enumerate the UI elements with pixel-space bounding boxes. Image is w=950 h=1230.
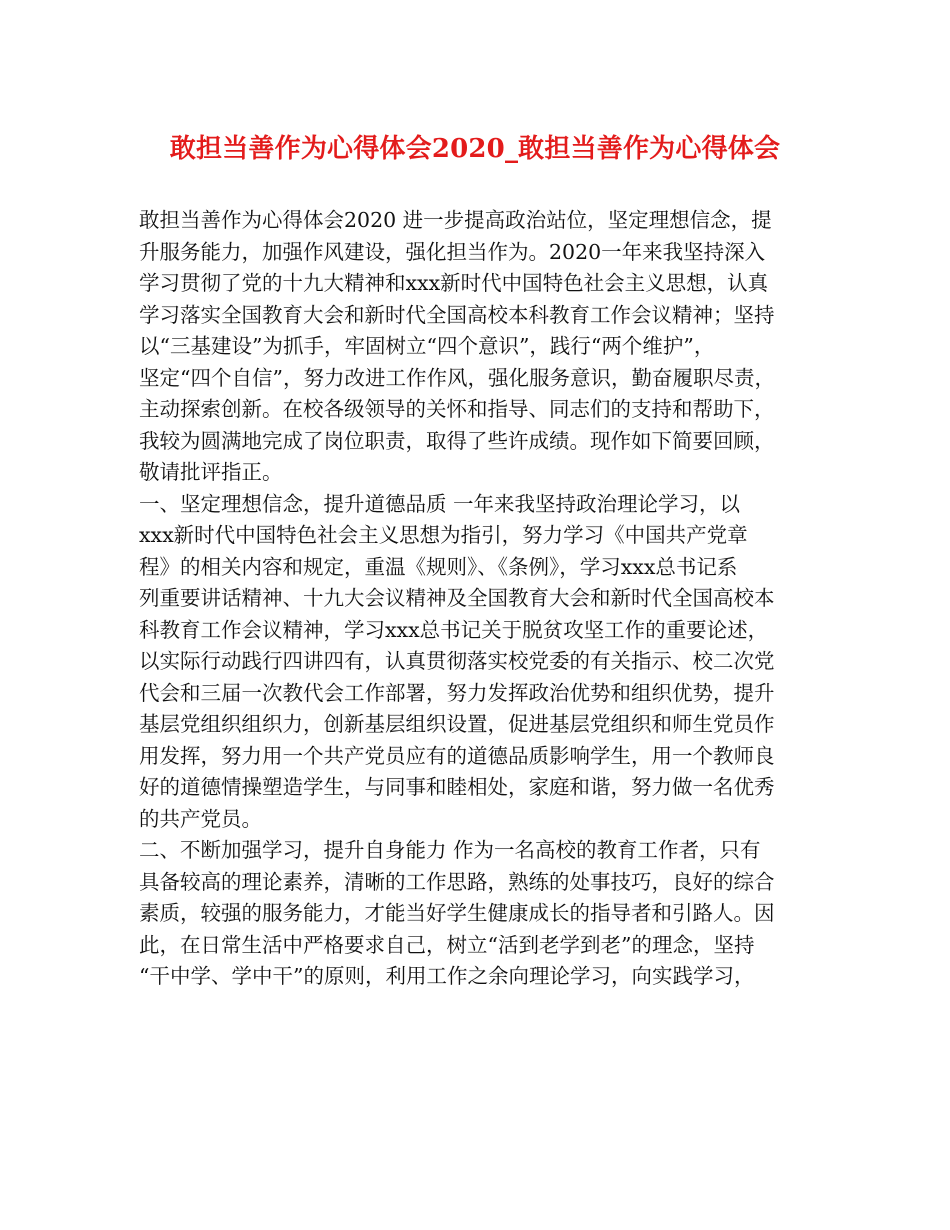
text-line: 基层党组织组织力，创新基层组织设置，促进基层党组织和师生党员作 bbox=[139, 712, 775, 736]
text-line: 以实际行动践行四讲四有，认真贯彻落实校党委的有关指示、校二次党 bbox=[139, 649, 775, 673]
text-line: 二、不断加强学习，提升自身能力 作为一名高校的教育工作者，只有 bbox=[139, 838, 761, 862]
paragraph-intro bbox=[139, 205, 829, 489]
text-line: 升服务能力，加强作风建设，强化担当作为。2020一年来我坚持深入 bbox=[139, 239, 766, 264]
text-line: 一、坚定理想信念，提升道德品质 一年来我坚持政治理论学习，以 bbox=[139, 491, 741, 516]
text-line: xxx新时代中国特色社会主义思想为指引，努力学习《中国共产党章 bbox=[139, 523, 748, 547]
text-line: 科教育工作会议精神，学习xxx总书记关于脱贫攻坚工作的重要论述， bbox=[139, 617, 769, 642]
text-line: 以“三基建设”为抓手，牢固树立“四个意识”，践行“两个维护”， bbox=[139, 334, 715, 358]
text-line: 主动探索创新。在校各级领导的关怀和指导、同志们的支持和帮助下， bbox=[139, 397, 775, 421]
text-line: 学习落实全国教育大会和新时代全国高校本科教育工作会议精神；坚持 bbox=[139, 302, 775, 327]
text-line: 敢担当善作为心得体会2020 进一步提高政治站位，坚定理想信念，提 bbox=[139, 208, 772, 232]
text-line: 坚定“四个自信”，努力改进工作作风，强化服务意识，勤奋履职尽责， bbox=[139, 365, 775, 390]
text-line: 的共产党员。 bbox=[139, 806, 262, 831]
text-line: 我较为圆满地完成了岗位职责，取得了些许成绩。现作如下简要回顾， bbox=[139, 428, 775, 453]
text-line: 此，在日常生活中严格要求自己，树立“活到老学到老”的理念，坚持 bbox=[139, 932, 755, 957]
text-line: 具备较高的理论素养，清晰的工作思路，熟练的处事技巧，良好的综合 bbox=[139, 869, 775, 894]
text-line: 程》的相关内容和规定，重温《规则》、《条例》，学习xxx总书记系 bbox=[139, 554, 738, 579]
text-line: 素质，较强的服务能力，才能当好学生健康成长的指导者和引路人。因 bbox=[139, 901, 775, 925]
text-line: 学习贯彻了党的十九大精神和xxx新时代中国特色社会主义思想，认真 bbox=[139, 271, 769, 295]
document-body bbox=[139, 205, 829, 993]
text-line: 好的道德情操塑造学生，与同事和睦相处，家庭和谐，努力做一名优秀 bbox=[139, 775, 775, 799]
paragraph-section-1 bbox=[139, 489, 829, 836]
document-title: 敢担当善作为心得体会2020_敢担当善作为心得体会 bbox=[169, 134, 781, 164]
text-line: 代会和三届一次教代会工作部署，努力发挥政治优势和组织优势，提升 bbox=[139, 680, 775, 705]
paragraph-section-2 bbox=[139, 835, 829, 993]
text-line: 用发挥，努力用一个共产党员应有的道德品质影响学生，用一个教师良 bbox=[139, 743, 775, 768]
text-line: “干中学、学中干”的原则，利用工作之余向理论学习，向实践学习， bbox=[139, 964, 755, 988]
text-line: 列重要讲话精神、十九大会议精神及全国教育大会和新时代全国高校本 bbox=[139, 586, 775, 610]
text-line: 敬请批评指正。 bbox=[139, 460, 283, 484]
